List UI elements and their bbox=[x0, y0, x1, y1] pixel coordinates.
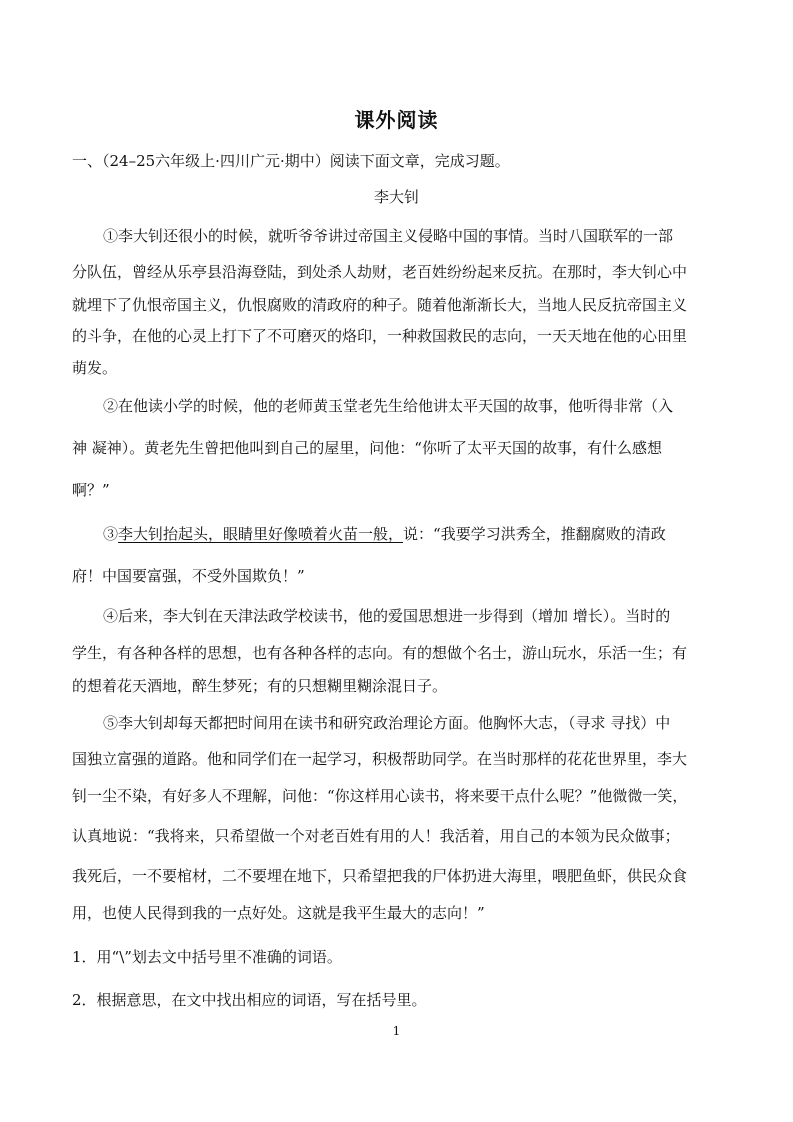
question-1: 1．用“\”划去文中括号里不准确的词语。 bbox=[72, 948, 342, 966]
paragraph-3-prefix: ③ bbox=[103, 525, 119, 543]
paragraph-3-line-1 bbox=[103, 524, 727, 544]
paragraph-1-line-5: 萌发。 bbox=[72, 359, 118, 377]
page-title: 课外阅读 bbox=[354, 108, 439, 132]
paragraph-1-line-3: 就埋下了仇恨帝国主义，仇恨腐败的清政府的种子。随着他渐渐长大，当地人民反抗帝国主义 bbox=[72, 296, 688, 314]
paragraph-1-line-2: 分队伍，曾经从乐亭县沿海登陆，到处杀人劫财，老百姓纷纷起来反抗。在那时，李大钊心中 bbox=[72, 263, 688, 281]
paragraph-5-line-3: 钊一尘不染，有好多人不理解，问他：“你这样用心读书，将来要干点什么呢？”他微微一笑， bbox=[72, 787, 688, 805]
paragraph-1-line-1: ①李大钊还很小的时候，就听爷爷讲过帝国主义侵略中国的事情。当时八国联军的一部 bbox=[103, 227, 674, 245]
paragraph-3-suffix: 说：“我要学习洪秀全，推翻腐败的清政 bbox=[403, 525, 666, 543]
paragraph-5-line-5: 我死后，一不要棺材，二不要埋在地下，只希望把我的尸体扔进大海里，喂肥鱼虾，供民众食 bbox=[72, 867, 688, 885]
paragraph-2-line-2: 神 凝神）。黄老先生曾把他叫到自己的屋里，问他：“你听了太平天国的故事，有什么感想 bbox=[72, 439, 662, 457]
paragraph-1-line-4: 的斗争，在他的心灵上打下了不可磨灭的烙印，一种救国救民的志向，一天天地在他的心田里 bbox=[72, 327, 688, 345]
paragraph-5-line-1: ⑤李大钊却每天都把时间用在读书和研究政治理论方面。他胸怀大志，（寻求 寻找）中 bbox=[103, 714, 671, 732]
paragraph-3-line-2: 府！中国要富强，不受外国欺负！” bbox=[72, 567, 305, 585]
underlined-sentence: 李大钊抬起头，眼睛里好像喷着火苗一般， bbox=[118, 525, 404, 543]
article-title: 李大钊 bbox=[373, 188, 419, 206]
paragraph-2-line-1: ②在他读小学的时候，他的老师黄玉堂老先生给他讲太平天国的故事，他听得非常（入 bbox=[103, 397, 674, 415]
question-2: 2．根据意思，在文中找出相应的词语，写在括号里。 bbox=[72, 991, 427, 1009]
paragraph-2-line-3: 啊？” bbox=[72, 481, 110, 499]
paragraph-5-line-2: 国独立富强的道路。他和同学们在一起学习，积极帮助同学。在当时那样的花花世界里，李大 bbox=[72, 750, 688, 768]
page-number: 1 bbox=[392, 1024, 401, 1038]
paragraph-4-line-2: 学生，有各种各样的思想，也有各种各样的志向。有的想做个名士，游山玩水，乐活一生；有 bbox=[72, 644, 688, 662]
paragraph-5-line-4: 认真地说：“我将来，只希望做一个对老百姓有用的人！我活着，用自己的本领为民众做事； bbox=[72, 827, 680, 845]
paragraph-4-line-1: ④后来，李大钊在天津法政学校读书，他的爱国思想进一步得到（增加 增长）。当时的 bbox=[103, 607, 671, 625]
question-header: 一、（24–25六年级上·四川广元·期中）阅读下面文章，完成习题。 bbox=[72, 152, 510, 170]
paragraph-4-line-3: 的想着花天酒地，醉生梦死；有的只想糊里糊涂混日子。 bbox=[72, 677, 448, 695]
paragraph-5-line-6: 用，也使人民得到我的一点好处。这就是我平生最大的志向！” bbox=[72, 904, 485, 922]
